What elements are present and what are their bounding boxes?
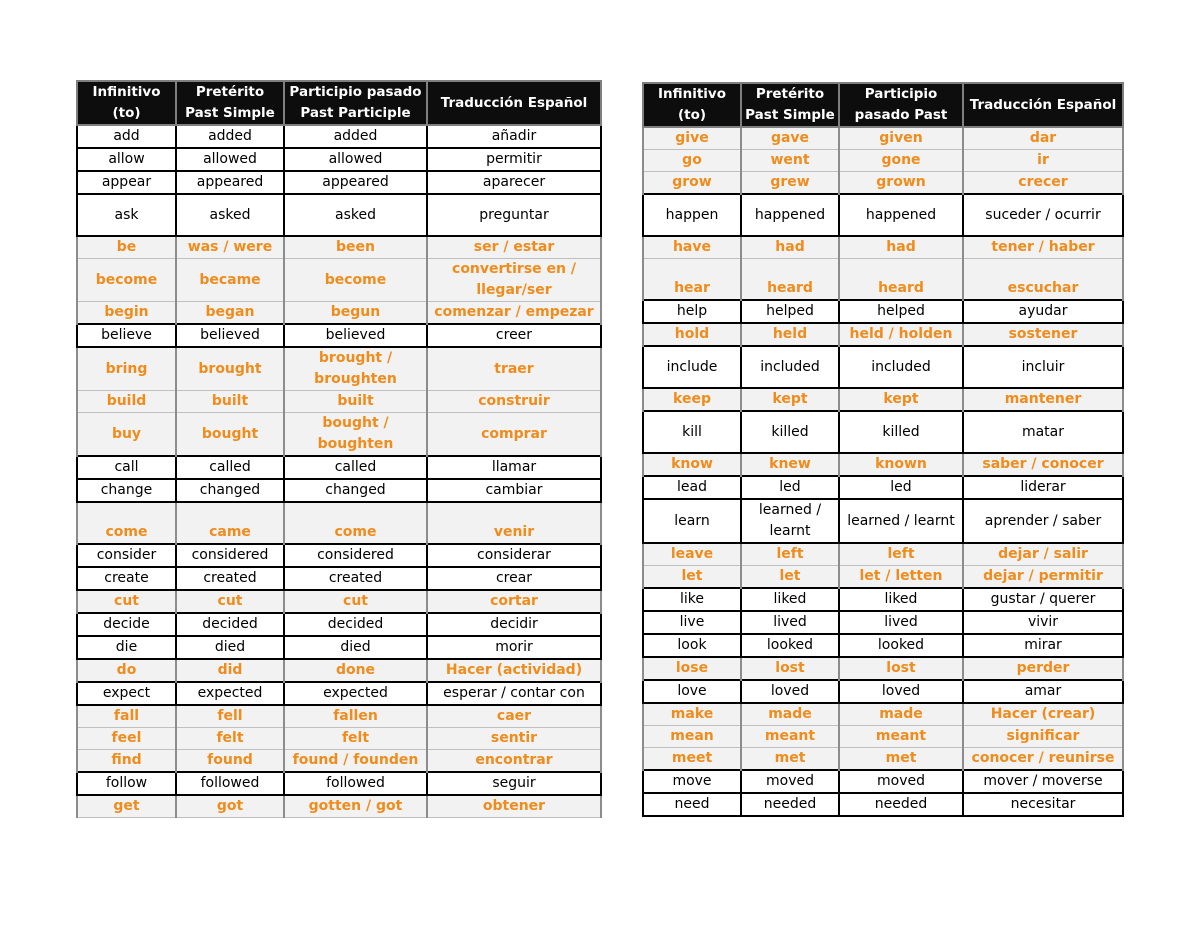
past-participle-cell: met bbox=[839, 748, 963, 771]
translation-cell: significar bbox=[963, 726, 1123, 748]
past-simple-cell: helped bbox=[741, 300, 839, 323]
translation-cell: necesitar bbox=[963, 793, 1123, 816]
past-participle-cell: led bbox=[839, 476, 963, 499]
infinitive-cell: have bbox=[643, 236, 741, 259]
verb-row bbox=[77, 302, 601, 325]
past-participle-cell: meant bbox=[839, 726, 963, 748]
translation-cell: construir bbox=[427, 391, 601, 413]
verb-row bbox=[643, 127, 1123, 150]
verb-row bbox=[643, 611, 1123, 634]
past-simple-cell: grew bbox=[741, 172, 839, 195]
verb-row bbox=[643, 476, 1123, 499]
translation-cell: añadir bbox=[427, 125, 601, 148]
verb-row bbox=[643, 748, 1123, 771]
past-simple-cell: died bbox=[176, 636, 284, 659]
past-participle-cell: made bbox=[839, 703, 963, 726]
past-participle-cell: given bbox=[839, 127, 963, 150]
translation-cell: cambiar bbox=[427, 479, 601, 502]
infinitive-cell: need bbox=[643, 793, 741, 816]
infinitive-cell: appear bbox=[77, 171, 176, 194]
translation-cell: permitir bbox=[427, 148, 601, 171]
infinitive-cell: find bbox=[77, 750, 176, 773]
infinitive-cell: decide bbox=[77, 613, 176, 636]
infinitive-cell: lose bbox=[643, 657, 741, 680]
past-simple-cell: happened bbox=[741, 194, 839, 236]
past-simple-cell: created bbox=[176, 567, 284, 590]
translation-cell: creer bbox=[427, 324, 601, 347]
infinitive-cell: follow bbox=[77, 772, 176, 795]
past-participle-cell: found / founden bbox=[284, 750, 427, 773]
infinitive-cell: do bbox=[77, 659, 176, 682]
past-participle-cell: felt bbox=[284, 728, 427, 750]
verb-row bbox=[643, 499, 1123, 543]
past-simple-cell: decided bbox=[176, 613, 284, 636]
infinitive-cell: like bbox=[643, 588, 741, 611]
translation-cell: escuchar bbox=[963, 259, 1123, 301]
infinitive-cell: hear bbox=[643, 259, 741, 301]
infinitive-cell: change bbox=[77, 479, 176, 502]
past-simple-cell: got bbox=[176, 795, 284, 818]
past-participle-cell: asked bbox=[284, 194, 427, 236]
translation-cell: incluir bbox=[963, 346, 1123, 388]
header-row bbox=[643, 83, 1123, 127]
infinitive-cell: go bbox=[643, 150, 741, 172]
translation-cell: llamar bbox=[427, 456, 601, 479]
header-past-simple: Pretérito Past Simple bbox=[741, 83, 839, 127]
past-participle-cell: fallen bbox=[284, 705, 427, 728]
infinitive-cell: come bbox=[77, 502, 176, 544]
translation-cell: comenzar / empezar bbox=[427, 302, 601, 325]
translation-cell: dejar / permitir bbox=[963, 566, 1123, 589]
past-participle-cell: died bbox=[284, 636, 427, 659]
translation-cell: crear bbox=[427, 567, 601, 590]
verb-row bbox=[643, 543, 1123, 566]
translation-cell: tener / haber bbox=[963, 236, 1123, 259]
past-participle-cell: held / holden bbox=[839, 323, 963, 346]
verb-row bbox=[77, 659, 601, 682]
verb-row bbox=[77, 347, 601, 391]
past-participle-cell: included bbox=[839, 346, 963, 388]
infinitive-cell: buy bbox=[77, 413, 176, 457]
translation-cell: liderar bbox=[963, 476, 1123, 499]
header-past-participle: Participio pasado Past bbox=[839, 83, 963, 127]
infinitive-cell: know bbox=[643, 453, 741, 476]
verb-row bbox=[643, 793, 1123, 816]
past-participle-cell: lost bbox=[839, 657, 963, 680]
past-participle-cell: done bbox=[284, 659, 427, 682]
verb-row bbox=[643, 323, 1123, 346]
verb-row bbox=[77, 148, 601, 171]
verb-row bbox=[77, 502, 601, 544]
verb-table-right bbox=[642, 82, 1124, 817]
translation-cell: traer bbox=[427, 347, 601, 391]
infinitive-cell: create bbox=[77, 567, 176, 590]
past-participle-cell: allowed bbox=[284, 148, 427, 171]
header-past-participle: Participio pasado Past Participle bbox=[284, 81, 427, 125]
header-row bbox=[77, 81, 601, 125]
past-simple-cell: lived bbox=[741, 611, 839, 634]
past-participle-cell: added bbox=[284, 125, 427, 148]
infinitive-cell: include bbox=[643, 346, 741, 388]
past-simple-cell: changed bbox=[176, 479, 284, 502]
verb-row bbox=[643, 172, 1123, 195]
past-simple-cell: was / were bbox=[176, 236, 284, 259]
infinitive-cell: ask bbox=[77, 194, 176, 236]
past-simple-cell: learned / learnt bbox=[741, 499, 839, 543]
past-simple-cell: allowed bbox=[176, 148, 284, 171]
verb-row bbox=[643, 770, 1123, 793]
translation-cell: comprar bbox=[427, 413, 601, 457]
past-participle-cell: built bbox=[284, 391, 427, 413]
past-simple-cell: had bbox=[741, 236, 839, 259]
past-participle-cell: learned / learnt bbox=[839, 499, 963, 543]
translation-cell: mantener bbox=[963, 388, 1123, 411]
translation-cell: Hacer (actividad) bbox=[427, 659, 601, 682]
past-participle-cell: come bbox=[284, 502, 427, 544]
past-simple-cell: killed bbox=[741, 411, 839, 453]
past-simple-cell: held bbox=[741, 323, 839, 346]
infinitive-cell: add bbox=[77, 125, 176, 148]
past-participle-cell: known bbox=[839, 453, 963, 476]
verb-row bbox=[643, 566, 1123, 589]
verb-row bbox=[77, 194, 601, 236]
past-participle-cell: killed bbox=[839, 411, 963, 453]
infinitive-cell: bring bbox=[77, 347, 176, 391]
translation-cell: cortar bbox=[427, 590, 601, 613]
verb-row bbox=[643, 453, 1123, 476]
past-participle-cell: followed bbox=[284, 772, 427, 795]
past-simple-cell: needed bbox=[741, 793, 839, 816]
past-simple-cell: came bbox=[176, 502, 284, 544]
past-participle-cell: had bbox=[839, 236, 963, 259]
verb-row bbox=[643, 194, 1123, 236]
infinitive-cell: kill bbox=[643, 411, 741, 453]
infinitive-cell: be bbox=[77, 236, 176, 259]
translation-cell: morir bbox=[427, 636, 601, 659]
verb-row bbox=[643, 346, 1123, 388]
infinitive-cell: love bbox=[643, 680, 741, 703]
translation-cell: amar bbox=[963, 680, 1123, 703]
past-simple-cell: liked bbox=[741, 588, 839, 611]
past-participle-cell: happened bbox=[839, 194, 963, 236]
past-simple-cell: did bbox=[176, 659, 284, 682]
past-participle-cell: changed bbox=[284, 479, 427, 502]
verb-row bbox=[77, 456, 601, 479]
infinitive-cell: keep bbox=[643, 388, 741, 411]
infinitive-cell: move bbox=[643, 770, 741, 793]
header-infinitive: Infinitivo (to) bbox=[643, 83, 741, 127]
translation-cell: encontrar bbox=[427, 750, 601, 773]
translation-cell: seguir bbox=[427, 772, 601, 795]
translation-cell: dejar / salir bbox=[963, 543, 1123, 566]
translation-cell: caer bbox=[427, 705, 601, 728]
infinitive-cell: give bbox=[643, 127, 741, 150]
infinitive-cell: mean bbox=[643, 726, 741, 748]
past-participle-cell: created bbox=[284, 567, 427, 590]
verb-row bbox=[643, 588, 1123, 611]
past-participle-cell: lived bbox=[839, 611, 963, 634]
verb-row bbox=[643, 726, 1123, 748]
infinitive-cell: believe bbox=[77, 324, 176, 347]
verb-row bbox=[643, 236, 1123, 259]
verb-table-left bbox=[76, 80, 602, 818]
past-participle-cell: gone bbox=[839, 150, 963, 172]
past-simple-cell: called bbox=[176, 456, 284, 479]
verb-row bbox=[77, 750, 601, 773]
past-participle-cell: grown bbox=[839, 172, 963, 195]
infinitive-cell: allow bbox=[77, 148, 176, 171]
past-participle-cell: bought / boughten bbox=[284, 413, 427, 457]
verb-row bbox=[643, 703, 1123, 726]
past-simple-cell: knew bbox=[741, 453, 839, 476]
past-simple-cell: heard bbox=[741, 259, 839, 301]
past-participle-cell: begun bbox=[284, 302, 427, 325]
infinitive-cell: meet bbox=[643, 748, 741, 771]
past-simple-cell: added bbox=[176, 125, 284, 148]
infinitive-cell: let bbox=[643, 566, 741, 589]
translation-cell: preguntar bbox=[427, 194, 601, 236]
translation-cell: mirar bbox=[963, 634, 1123, 657]
past-simple-cell: made bbox=[741, 703, 839, 726]
past-participle-cell: appeared bbox=[284, 171, 427, 194]
past-simple-cell: meant bbox=[741, 726, 839, 748]
verb-row bbox=[77, 613, 601, 636]
translation-cell: conocer / reunirse bbox=[963, 748, 1123, 771]
translation-cell: sentir bbox=[427, 728, 601, 750]
translation-cell: perder bbox=[963, 657, 1123, 680]
verb-row bbox=[643, 680, 1123, 703]
translation-cell: crecer bbox=[963, 172, 1123, 195]
translation-cell: decidir bbox=[427, 613, 601, 636]
past-simple-cell: brought bbox=[176, 347, 284, 391]
translation-cell: gustar / querer bbox=[963, 588, 1123, 611]
infinitive-cell: leave bbox=[643, 543, 741, 566]
translation-cell: venir bbox=[427, 502, 601, 544]
infinitive-cell: feel bbox=[77, 728, 176, 750]
verb-row bbox=[77, 567, 601, 590]
verb-row bbox=[643, 300, 1123, 323]
verb-row bbox=[77, 324, 601, 347]
past-simple-cell: kept bbox=[741, 388, 839, 411]
translation-cell: obtener bbox=[427, 795, 601, 818]
verb-row bbox=[77, 590, 601, 613]
verb-row bbox=[77, 259, 601, 302]
translation-cell: ser / estar bbox=[427, 236, 601, 259]
translation-cell: mover / moverse bbox=[963, 770, 1123, 793]
past-simple-cell: built bbox=[176, 391, 284, 413]
translation-cell: matar bbox=[963, 411, 1123, 453]
verb-row bbox=[77, 236, 601, 259]
translation-cell: aprender / saber bbox=[963, 499, 1123, 543]
past-simple-cell: considered bbox=[176, 544, 284, 567]
past-participle-cell: considered bbox=[284, 544, 427, 567]
past-simple-cell: left bbox=[741, 543, 839, 566]
translation-cell: esperar / contar con bbox=[427, 682, 601, 705]
infinitive-cell: look bbox=[643, 634, 741, 657]
infinitive-cell: learn bbox=[643, 499, 741, 543]
infinitive-cell: consider bbox=[77, 544, 176, 567]
infinitive-cell: get bbox=[77, 795, 176, 818]
infinitive-cell: cut bbox=[77, 590, 176, 613]
past-participle-cell: become bbox=[284, 259, 427, 302]
verb-row bbox=[77, 682, 601, 705]
past-simple-cell: moved bbox=[741, 770, 839, 793]
translation-cell: ir bbox=[963, 150, 1123, 172]
verb-row bbox=[77, 728, 601, 750]
infinitive-cell: lead bbox=[643, 476, 741, 499]
verb-row bbox=[643, 259, 1123, 301]
verb-row bbox=[643, 657, 1123, 680]
verb-row bbox=[77, 413, 601, 457]
translation-cell: Hacer (crear) bbox=[963, 703, 1123, 726]
past-simple-cell: began bbox=[176, 302, 284, 325]
infinitive-cell: fall bbox=[77, 705, 176, 728]
translation-cell: convertirse en / llegar/ser bbox=[427, 259, 601, 302]
past-simple-cell: fell bbox=[176, 705, 284, 728]
past-participle-cell: cut bbox=[284, 590, 427, 613]
past-participle-cell: left bbox=[839, 543, 963, 566]
verb-row bbox=[77, 772, 601, 795]
infinitive-cell: build bbox=[77, 391, 176, 413]
infinitive-cell: happen bbox=[643, 194, 741, 236]
translation-cell: vivir bbox=[963, 611, 1123, 634]
translation-cell: dar bbox=[963, 127, 1123, 150]
past-participle-cell: helped bbox=[839, 300, 963, 323]
past-simple-cell: met bbox=[741, 748, 839, 771]
past-simple-cell: appeared bbox=[176, 171, 284, 194]
translation-cell: suceder / ocurrir bbox=[963, 194, 1123, 236]
past-simple-cell: believed bbox=[176, 324, 284, 347]
verb-row bbox=[77, 171, 601, 194]
past-simple-cell: went bbox=[741, 150, 839, 172]
past-participle-cell: expected bbox=[284, 682, 427, 705]
past-participle-cell: needed bbox=[839, 793, 963, 816]
header-translation: Traducción Español bbox=[963, 83, 1123, 127]
past-participle-cell: loved bbox=[839, 680, 963, 703]
past-simple-cell: lost bbox=[741, 657, 839, 680]
past-simple-cell: cut bbox=[176, 590, 284, 613]
past-participle-cell: called bbox=[284, 456, 427, 479]
past-participle-cell: been bbox=[284, 236, 427, 259]
header-past-simple: Pretérito Past Simple bbox=[176, 81, 284, 125]
translation-cell: considerar bbox=[427, 544, 601, 567]
past-participle-cell: liked bbox=[839, 588, 963, 611]
infinitive-cell: expect bbox=[77, 682, 176, 705]
verb-row bbox=[643, 634, 1123, 657]
infinitive-cell: help bbox=[643, 300, 741, 323]
past-simple-cell: felt bbox=[176, 728, 284, 750]
past-participle-cell: decided bbox=[284, 613, 427, 636]
past-simple-cell: bought bbox=[176, 413, 284, 457]
past-simple-cell: found bbox=[176, 750, 284, 773]
past-participle-cell: heard bbox=[839, 259, 963, 301]
translation-cell: saber / conocer bbox=[963, 453, 1123, 476]
past-simple-cell: gave bbox=[741, 127, 839, 150]
infinitive-cell: become bbox=[77, 259, 176, 302]
past-simple-cell: expected bbox=[176, 682, 284, 705]
translation-cell: sostener bbox=[963, 323, 1123, 346]
past-simple-cell: followed bbox=[176, 772, 284, 795]
infinitive-cell: die bbox=[77, 636, 176, 659]
header-translation: Traducción Español bbox=[427, 81, 601, 125]
past-participle-cell: kept bbox=[839, 388, 963, 411]
past-participle-cell: let / letten bbox=[839, 566, 963, 589]
past-simple-cell: asked bbox=[176, 194, 284, 236]
past-participle-cell: believed bbox=[284, 324, 427, 347]
past-simple-cell: looked bbox=[741, 634, 839, 657]
past-simple-cell: became bbox=[176, 259, 284, 302]
infinitive-cell: grow bbox=[643, 172, 741, 195]
infinitive-cell: hold bbox=[643, 323, 741, 346]
infinitive-cell: live bbox=[643, 611, 741, 634]
past-participle-cell: brought / broughten bbox=[284, 347, 427, 391]
past-simple-cell: led bbox=[741, 476, 839, 499]
verb-row bbox=[77, 479, 601, 502]
past-participle-cell: looked bbox=[839, 634, 963, 657]
verb-row bbox=[643, 411, 1123, 453]
verb-row bbox=[643, 388, 1123, 411]
verb-row bbox=[77, 636, 601, 659]
verb-row bbox=[643, 150, 1123, 172]
translation-cell: ayudar bbox=[963, 300, 1123, 323]
past-simple-cell: let bbox=[741, 566, 839, 589]
past-simple-cell: included bbox=[741, 346, 839, 388]
translation-cell: aparecer bbox=[427, 171, 601, 194]
infinitive-cell: call bbox=[77, 456, 176, 479]
past-participle-cell: gotten / got bbox=[284, 795, 427, 818]
infinitive-cell: make bbox=[643, 703, 741, 726]
verb-row bbox=[77, 544, 601, 567]
verb-row bbox=[77, 705, 601, 728]
verb-row bbox=[77, 125, 601, 148]
header-infinitive: Infinitivo (to) bbox=[77, 81, 176, 125]
infinitive-cell: begin bbox=[77, 302, 176, 325]
verb-row bbox=[77, 795, 601, 818]
past-participle-cell: moved bbox=[839, 770, 963, 793]
verb-row bbox=[77, 391, 601, 413]
past-simple-cell: loved bbox=[741, 680, 839, 703]
